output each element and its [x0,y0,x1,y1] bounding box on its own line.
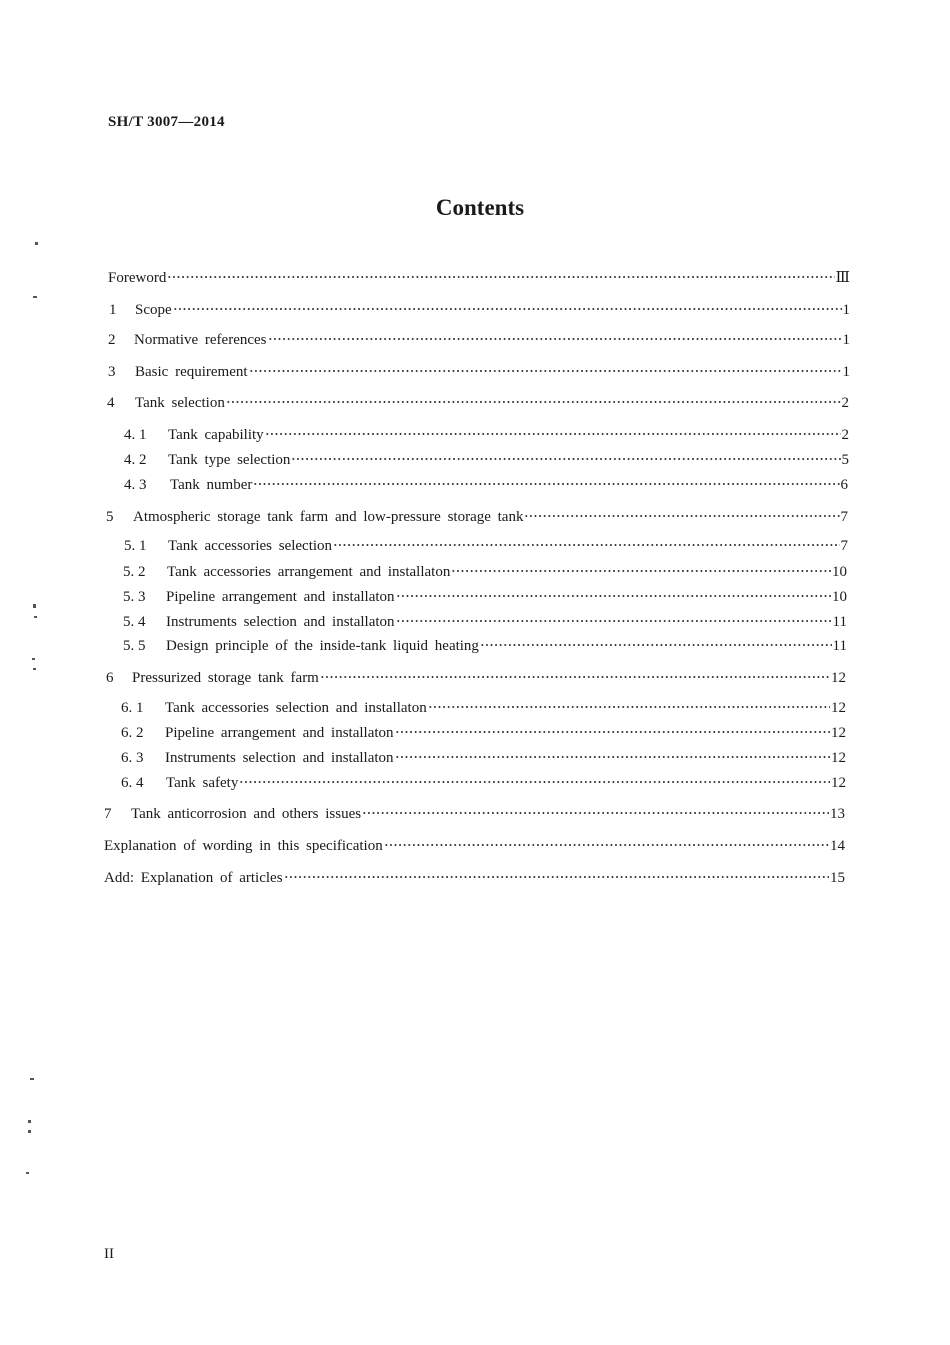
toc-entry-label: Basic requirement [135,364,248,380]
toc-entry[interactable] [121,723,846,743]
toc-entry-page: 14 [830,838,845,854]
toc-entry[interactable] [124,475,848,495]
toc-entry-page: 12 [831,775,846,791]
toc-entry-number: 7 [104,806,112,822]
toc-entry-number: 4. 1 [124,427,147,443]
toc-entry-label: Tank type selection [168,452,291,468]
toc-entry-label: Tank accessories selection [168,538,333,554]
toc-entry-label: Tank selection [135,395,225,411]
toc-dot-leader [239,781,830,783]
document-code: SH/T 3007—2014 [108,114,225,130]
toc-entry-number: 6. 3 [121,750,144,766]
toc-entry-page: 12 [831,750,846,766]
toc-entry-label: Design principle of the inside-tank liquid heating [166,638,479,654]
toc-entry[interactable] [121,748,846,768]
toc-entry-page: 1 [842,332,850,348]
toc-entry[interactable] [124,450,849,470]
toc-entry[interactable] [104,804,845,824]
page-title: Contents [435,195,525,220]
toc-entry-page: 2 [841,395,849,411]
toc-dot-leader [395,756,830,758]
toc-entry-number: 5. 5 [123,638,146,654]
toc-entry-page: 2 [841,427,849,443]
toc-entry-page: 7 [840,509,848,525]
toc-entry-label: Add: Explanation of articles [104,870,283,886]
toc-entry-number: 2 [108,332,116,348]
toc-entry-page: 15 [830,870,845,886]
toc-dot-leader [291,458,840,460]
toc-entry-label: Instruments selection and installaton [166,614,395,630]
toc-entry-page: 12 [831,670,846,686]
scan-speck [33,604,36,608]
toc-entry[interactable] [123,587,847,607]
toc-entry[interactable] [108,362,850,382]
toc-entry-label: Tank number [170,477,253,493]
toc-entry-label: Explanation of wording in this specification [104,838,383,854]
toc-entry-label: Foreword [108,270,167,286]
toc-entry[interactable] [109,300,850,320]
toc-entry-number: 5 [106,509,114,525]
toc-dot-leader [320,676,830,678]
toc-dot-leader [384,844,829,846]
toc-entry-page: 1 [842,302,850,318]
toc-entry-number: 6. 4 [121,775,144,791]
scan-speck [33,296,37,298]
toc-dot-leader [253,483,839,485]
toc-entry-number: 5. 4 [123,614,146,630]
scan-speck [33,668,36,670]
toc-entry-number: 4 [107,395,115,411]
toc-entry-number: 5. 1 [124,538,147,554]
toc-entry-label: Tank capability [168,427,264,443]
toc-entry[interactable] [104,868,845,888]
toc-entry-number: 6. 2 [121,725,144,741]
toc-entry-number: 3 [108,364,116,380]
scan-speck [26,1172,29,1174]
toc-dot-leader [249,370,842,372]
toc-entry[interactable] [107,393,849,413]
toc-entry-label: Tank anticorrosion and others issues [131,806,362,822]
toc-entry[interactable] [123,612,847,632]
toc-entry-label: Scope [135,302,172,318]
toc-entry[interactable] [108,268,850,288]
toc-entry[interactable] [121,698,846,718]
toc-entry-label: Pipeline arrangement and installaton [166,589,395,605]
toc-entry-page: 5 [841,452,849,468]
toc-entry-number: 6 [106,670,114,686]
toc-dot-leader [226,401,841,403]
toc-entry-number: 6. 1 [121,700,144,716]
toc-entry-label: Tank safety [166,775,239,791]
scan-speck [35,242,38,245]
toc-entry-page: 1 [842,364,850,380]
toc-dot-leader [524,515,839,517]
scan-speck [28,1130,31,1133]
scan-speck [30,1078,34,1080]
toc-entry-page: 12 [831,700,846,716]
toc-dot-leader [333,544,839,546]
toc-entry-number: 5. 2 [123,564,146,580]
toc-entry-page: 10 [832,589,847,605]
toc-entry[interactable] [106,507,848,527]
toc-entry[interactable] [124,536,848,556]
toc-entry-label: Tank accessories arrangement and installaton [167,564,451,580]
toc-entry[interactable] [106,668,846,688]
toc-dot-leader [396,595,831,597]
toc-dot-leader [284,876,829,878]
toc-entry[interactable] [108,330,850,350]
toc-entry-number: 4. 2 [124,452,147,468]
toc-entry-page: 7 [840,538,848,554]
scan-speck [34,616,37,618]
toc-entry-number: 4. 3 [124,477,147,493]
toc-entry[interactable] [121,773,846,793]
toc-entry-page: 6 [840,477,848,493]
page-number: II [104,1246,114,1262]
toc-entry-page: 11 [832,638,847,654]
toc-dot-leader [167,276,834,278]
toc-entry-label: Instruments selection and installaton [165,750,394,766]
toc-dot-leader [480,644,832,646]
toc-dot-leader [396,620,832,622]
toc-dot-leader [173,308,842,310]
toc-entry-page: 12 [831,725,846,741]
toc-entry[interactable] [104,836,845,856]
toc-dot-leader [265,433,841,435]
toc-dot-leader [451,570,831,572]
toc-entry-label: Pipeline arrangement and installaton [165,725,394,741]
toc-dot-leader [395,731,830,733]
toc-entry-page: 11 [832,614,847,630]
toc-entry-page: Ⅲ [835,270,850,286]
toc-entry-number: 5. 3 [123,589,146,605]
toc-entry[interactable] [123,636,847,656]
toc-entry[interactable] [123,562,847,582]
toc-entry-label: Normative references [134,332,267,348]
toc-entry-number: 1 [109,302,117,318]
toc-dot-leader [428,706,830,708]
scan-speck [28,1120,31,1123]
scan-speck [32,658,35,660]
toc-entry-page: 13 [830,806,845,822]
toc-entry-label: Pressurized storage tank farm [132,670,319,686]
toc-entry-label: Atmospheric storage tank farm and low-pressure storage tank [133,509,524,525]
toc-dot-leader [268,338,842,340]
toc-entry-label: Tank accessories selection and installaton [165,700,427,716]
toc-dot-leader [362,812,829,814]
toc-entry-page: 10 [832,564,847,580]
toc-entry[interactable] [124,425,849,445]
